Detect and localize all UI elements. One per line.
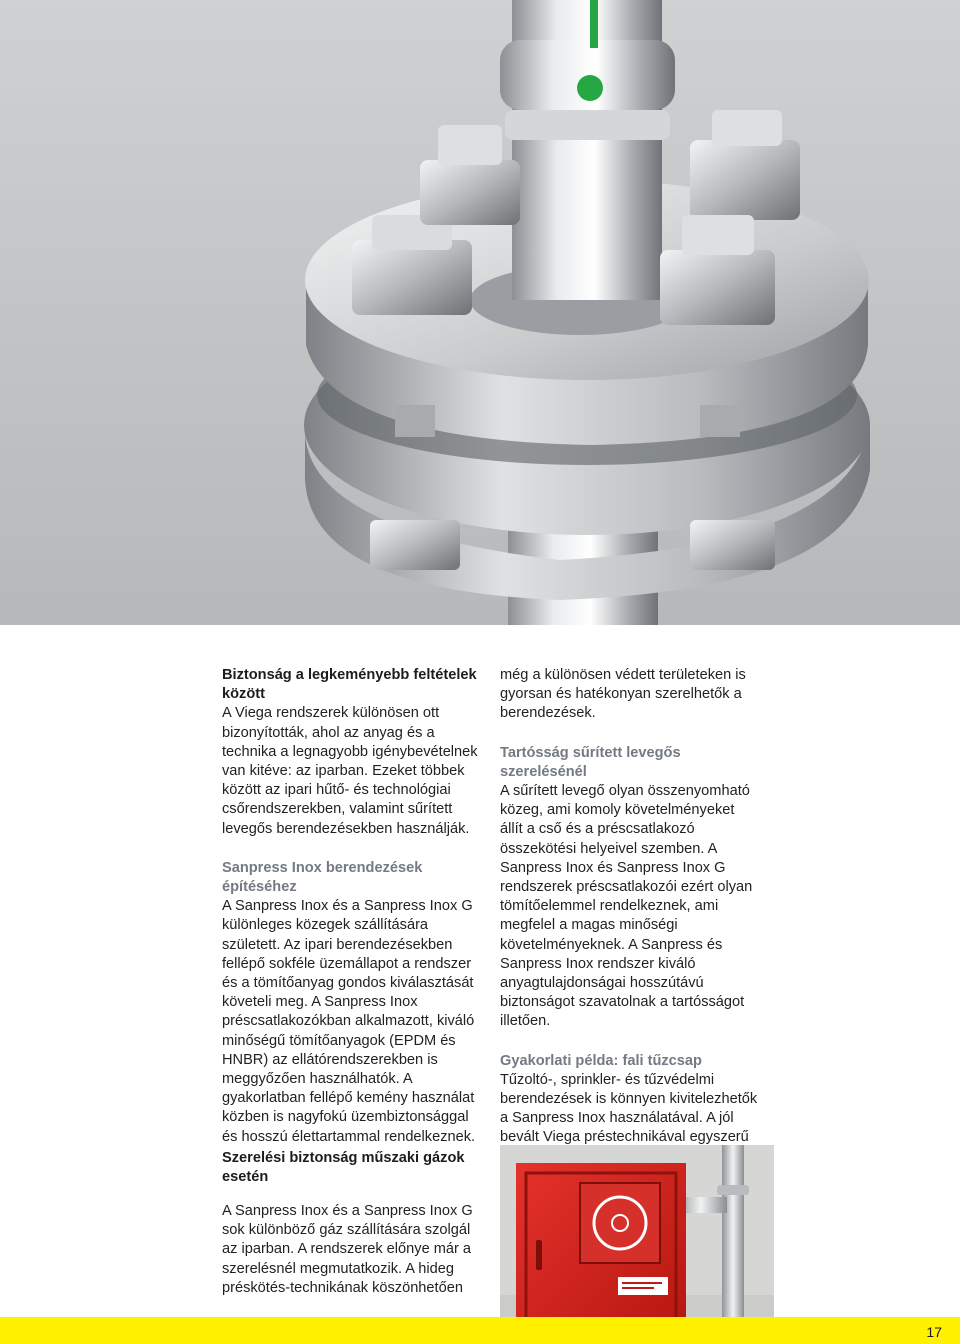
section-body-gases: A Sanpress Inox és a Sanpress Inox G sok különböző gáz szállítására szolgál az iparban. A rendszerek előnye már a szerelésnél megmutatkozik. A hideg préskötés-technikának köszönhetően <box>222 1203 473 1296</box>
section-heading-fire-hydrant: Gyakorlati példa: fali tűzcsap <box>500 1052 702 1069</box>
flange-illustration <box>0 0 960 625</box>
hydrant-cabinet-illustration <box>500 1145 774 1344</box>
section-heading-safety: Biztonság a legkeményebb feltételek között <box>222 667 477 703</box>
section-heading-inox-construction: Sanpress Inox berendezések építéséhez <box>222 859 423 896</box>
fire-hydrant-photo <box>500 1145 774 1344</box>
left-text-section-gases <box>222 1149 480 1313</box>
page-number: 17 <box>926 1324 942 1340</box>
section-body-compressed-air: A sűrített levegő olyan összenyomható közeg, ami komoly követelményeket állít a cső és a préscsatlakozó összekötési helyeivel szemben. A Sanpress Inox és Sanpress Inox G rendszerek préscsatlakozói ezért olyan tömítőelemmel rendelkeznek, ami megfelel a magas minőségi követelményeknek. A Sanpress és Sanpress Inox rendszer kiváló anyagtulajdonságai hosszútávú biztonságot szavatolnak a tartósságot illetően. <box>500 783 753 1030</box>
right-text-column <box>500 666 758 1167</box>
footer-accent-bar <box>0 1317 960 1344</box>
section-heading-compressed-air: Tartósság sűrített levegős szerelésénél <box>500 744 681 780</box>
hero-flange-photo <box>0 0 960 625</box>
section-body-fire-hydrant: Tűzoltó-, sprinkler- és tűzvédelmi berendezések is könnyen kivitelezhetők a Sanpress Inox használatával. A jól bevált Viega préstechnikával egyszerű <box>500 1071 758 1146</box>
left-text-column <box>222 666 480 1147</box>
section-body-inox-construction: A Sanpress Inox és a Sanpress Inox G különleges közegek szállítására született. Az ipari berendezésekben fellépő sokféle üzemállapot a rendszer és a tömítőanyag gondos kiválasztását követeli meg. A Sanpress Inox préscsatlakozókban alkalmazott, kiváló minőségű tömítőanyagok (EPDM és HNBR) az ellátórendszerekben is meggyőzően használhatók. A gyakorlatban fellépő kemény használat közben is nagyfokú üzembiztonsággal és hosszú élettartammal rendelkeznek. <box>222 898 476 1145</box>
section-heading-gases: Szerelési biztonság műszaki gázok esetén <box>222 1150 465 1186</box>
continuation-text: még a különösen védett területeken is gyorsan és hatékonyan szerelhetők a berendezések. <box>500 667 746 722</box>
section-body-safety: A Viega rendszerek különösen ott bizonyították, ahol az anyag és a technika a legnagyobb igénybevételnek van kitéve: az iparban. Ezeket többek között az ipari hűtő- és technológiai csőrendszerekben, valamint sűrített levegős berendezésekben használják. <box>222 705 478 837</box>
